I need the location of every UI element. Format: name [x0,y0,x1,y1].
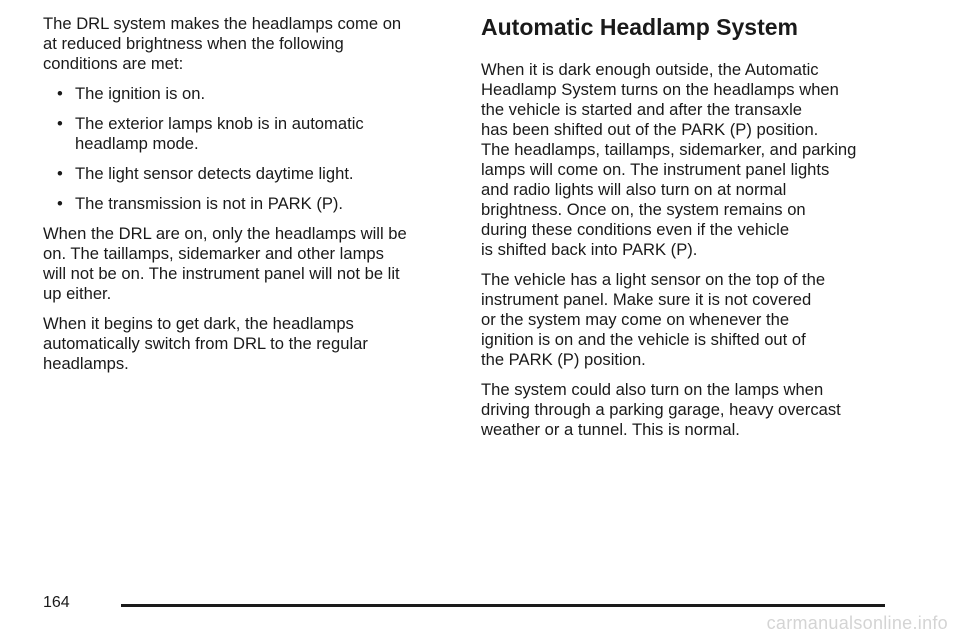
watermark: carmanualsonline.info [766,613,948,633]
list-item [43,164,453,184]
bullet-icon: • [57,164,63,183]
light-sensor-paragraph: The vehicle has a light sensor on the top of the instrument panel. Make sure it is not covered or the system may come on whenever the ignition is on and the vehicle is shifted out of the PARK (P) position. [481,270,826,369]
footer-rule [121,604,885,607]
section-heading: Automatic Headlamp System [481,14,798,40]
list-item [43,194,453,214]
bullet-icon: • [57,194,63,213]
page-number: 164 [43,594,70,611]
right-column [481,14,901,450]
bullet-icon: • [57,114,63,133]
bullet-icon: • [57,84,63,103]
drl-on-paragraph: When the DRL are on, only the headlamps will be on. The taillamps, sidemarker and other lamps will not be on. The instrument panel will not be lit up either. [43,224,407,303]
conditions-list [43,84,453,214]
list-item-text: The transmission is not in PARK (P). [75,194,344,213]
list-item-text: The light sensor detects daytime light. [75,164,354,183]
list-item [43,84,453,104]
normal-behavior-paragraph: The system could also turn on the lamps when driving through a parking garage, heavy overcast weather or a tunnel. This is normal. [481,380,841,439]
list-item [43,114,453,154]
list-item-text: The exterior lamps knob is in automatic headlamp mode. [75,114,364,153]
dark-switch-paragraph: When it begins to get dark, the headlamps automatically switch from DRL to the regular headlamps. [43,314,368,373]
list-item-text: The ignition is on. [75,84,206,103]
automatic-headlamp-paragraph: When it is dark enough outside, the Automatic Headlamp System turns on the headlamps when the vehicle is started and after the transaxle has been shifted out of the PARK (P) position. The headlamps, taillamps, sidemarker, and parking lamps will come on. The instrument panel lights and radio lights will also turn on at normal brightness. Once on, the system remains on during these conditions even if the vehicle is shifted back into PARK (P). [481,60,857,259]
intro-paragraph: The DRL system makes the headlamps come on at reduced brightness when the following conditions are met: [43,14,402,73]
left-column [43,14,453,384]
